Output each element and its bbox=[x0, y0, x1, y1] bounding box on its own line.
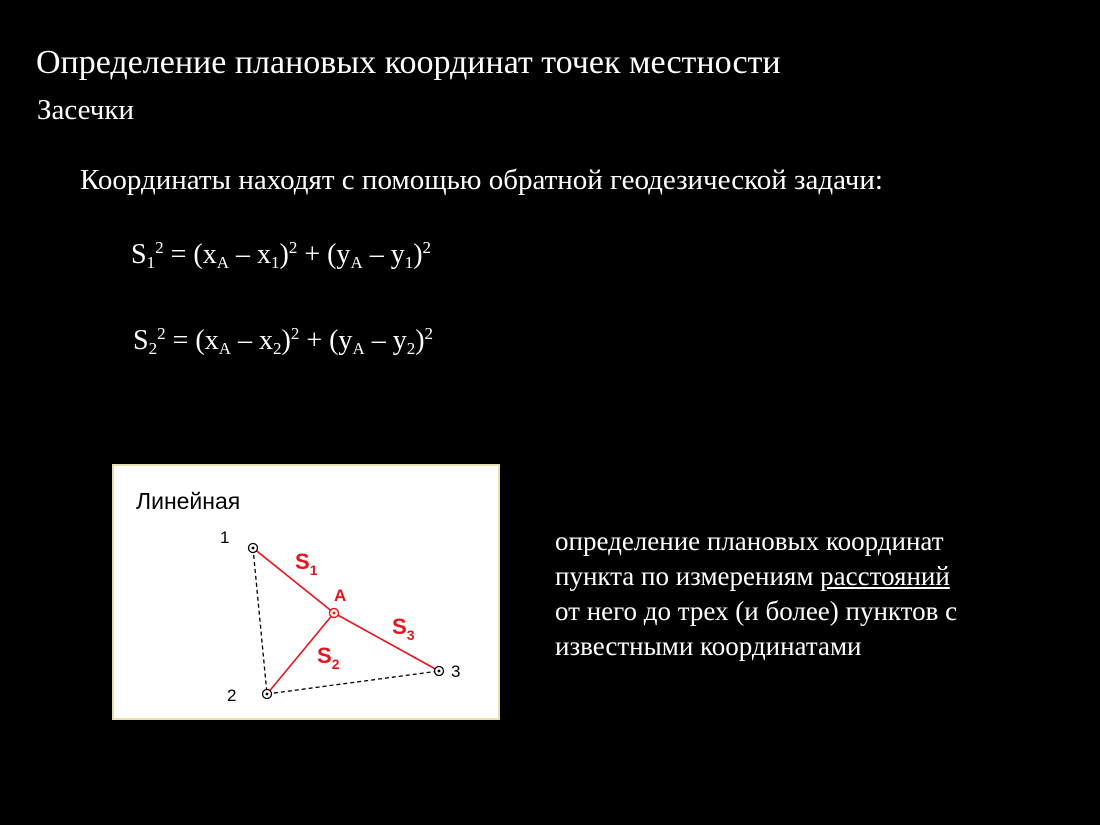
diagram-heading: Линейная bbox=[136, 488, 241, 514]
underlined-term: расстояний bbox=[820, 561, 950, 591]
slide-title: Определение плановых координат точек местности bbox=[36, 44, 781, 81]
point-a-label: A bbox=[334, 586, 347, 605]
description-line-4: известными координатами bbox=[555, 631, 862, 661]
formula-s1: $S_1^2 = (x_A - x_1)^2 + (y_A - y_1)^2$ bbox=[131, 238, 432, 272]
dashed-line-1-2 bbox=[253, 548, 267, 694]
point-a-marker bbox=[330, 609, 339, 618]
diagram-canvas bbox=[114, 466, 502, 722]
description-line-2: пункта по измерениям расстояний bbox=[555, 561, 950, 591]
resection-diagram bbox=[112, 464, 500, 720]
description-line-3: от него до трех (и более) пунктов с bbox=[555, 596, 958, 626]
distance-label-s1: $S_1$ bbox=[295, 549, 318, 578]
point-3-marker bbox=[435, 667, 444, 676]
point-2-label: 2 bbox=[227, 686, 237, 705]
distance-label-s3: $S_3$ bbox=[392, 614, 415, 643]
point-2-marker bbox=[263, 690, 272, 699]
slide-subtitle: Засечки bbox=[37, 94, 134, 126]
distance-line-s1 bbox=[253, 548, 334, 613]
point-1-label: 1 bbox=[220, 528, 230, 547]
distance-line-s3 bbox=[334, 613, 439, 671]
point-3-label: 3 bbox=[451, 662, 461, 681]
formula-s2: $S_2^2 = (x_A - x_2)^2 + (y_A - y_2)^2$ bbox=[133, 324, 434, 358]
description-line-1: определение плановых координат bbox=[555, 526, 944, 556]
point-1-marker bbox=[249, 544, 258, 553]
lead-text: Координаты находят с помощью обратной геодезической задачи: bbox=[80, 164, 883, 196]
description-text bbox=[555, 524, 957, 664]
distance-label-s2: $S_2$ bbox=[317, 643, 340, 672]
dashed-line-2-3 bbox=[267, 671, 439, 694]
